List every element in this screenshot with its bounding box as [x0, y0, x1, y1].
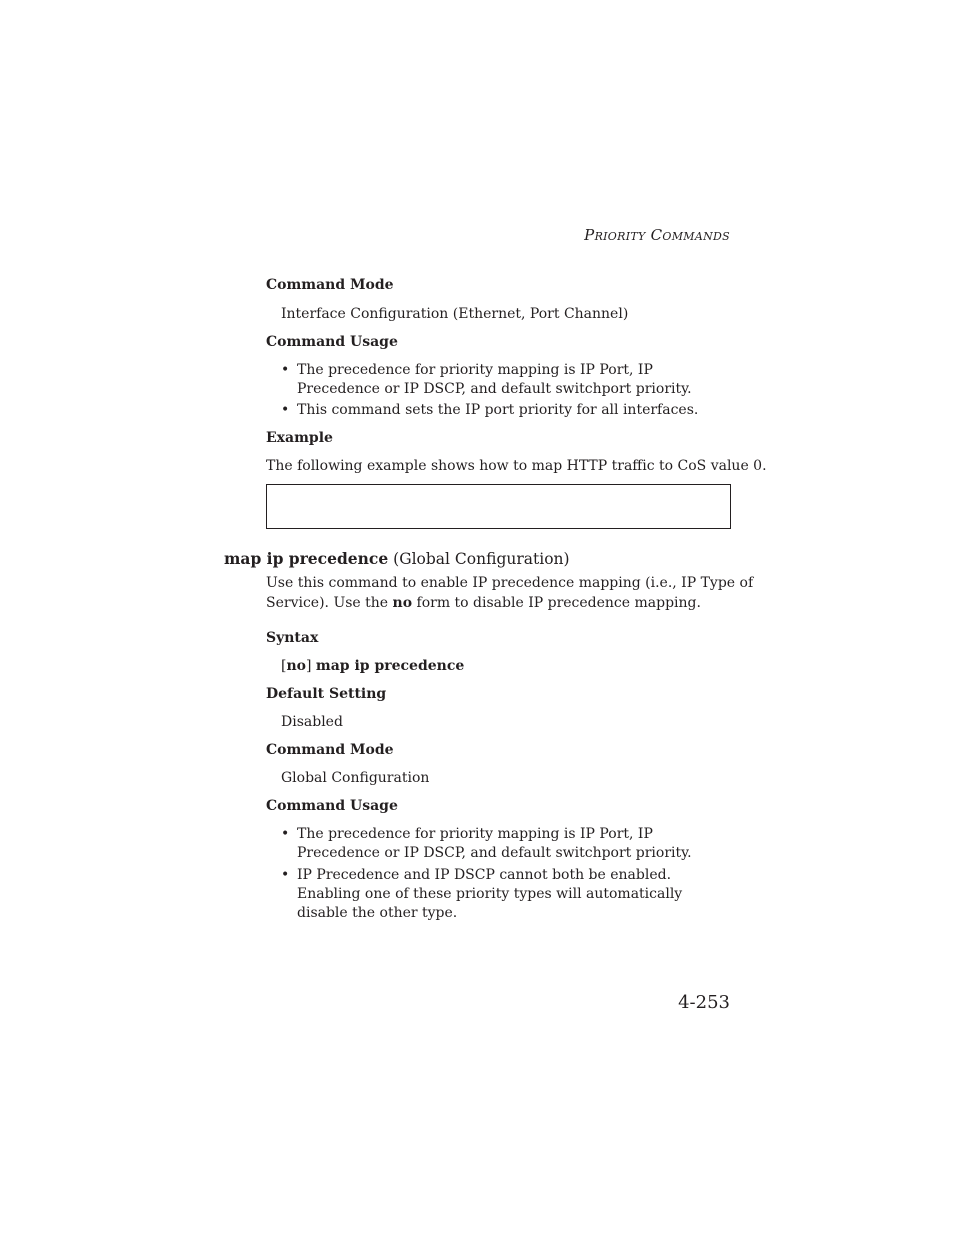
command-mode-heading-2: Command Mode [266, 742, 394, 758]
command-mode-value-2: Global Configuration [281, 770, 430, 786]
page-number: 4-253 [678, 992, 730, 1013]
running-header [584, 226, 730, 244]
syntax-bracket-open: [ [281, 658, 287, 674]
default-setting-heading: Default Setting [266, 686, 387, 702]
desc-no-keyword: no [392, 595, 413, 611]
usage-bullet-2-1: The precedence for priority mapping is IP Port, IP Precedence or IP DSCP, and default switchport priority. [297, 826, 692, 861]
command-context: (Global Configuration) [393, 550, 570, 568]
command-title [224, 549, 570, 568]
command-usage-heading-1: Command Usage [266, 334, 398, 350]
bullet-marker: • [281, 826, 290, 842]
syntax-heading: Syntax [266, 630, 319, 646]
syntax-no-keyword: no [286, 658, 306, 674]
syntax-bracket-close: ] [306, 658, 316, 674]
syntax-line [281, 658, 464, 674]
running-header-riority: RIORITY [594, 230, 646, 243]
bullet-marker: • [281, 402, 290, 418]
running-header-c: C [650, 226, 663, 244]
command-usage-heading-2: Command Usage [266, 798, 398, 814]
bullet-marker: • [281, 362, 290, 378]
default-setting-value: Disabled [281, 714, 343, 730]
usage-bullet-1-1: The precedence for priority mapping is IP Port, IP Precedence or IP DSCP, and default switchport priority. [297, 362, 692, 397]
desc-text-b: form to disable IP precedence mapping. [412, 595, 701, 611]
example-heading: Example [266, 430, 333, 446]
command-mode-value-1: Interface Configuration (Ethernet, Port Channel) [281, 306, 629, 322]
running-header-p: P [584, 226, 595, 244]
usage-bullet-2-2: IP Precedence and IP DSCP cannot both be enabled. Enabling one of these priority types will automatically disable the other type. [297, 867, 683, 921]
command-description-line-1: Use this command to enable IP precedence mapping (i.e., IP Type of [266, 575, 754, 591]
syntax-command: map ip precedence [315, 658, 465, 674]
command-name: map ip precedence [224, 549, 389, 568]
bullet-marker: • [281, 867, 290, 883]
desc-text-a: Service). Use the [266, 595, 393, 611]
command-description-line-2 [266, 595, 701, 611]
usage-bullet-1-2: This command sets the IP port priority for all interfaces. [297, 402, 699, 418]
running-header-ommands: OMMANDS [662, 230, 730, 243]
example-code-box [266, 484, 731, 529]
command-mode-heading-1: Command Mode [266, 277, 394, 293]
example-text: The following example shows how to map HTTP traffic to CoS value 0. [266, 458, 767, 474]
